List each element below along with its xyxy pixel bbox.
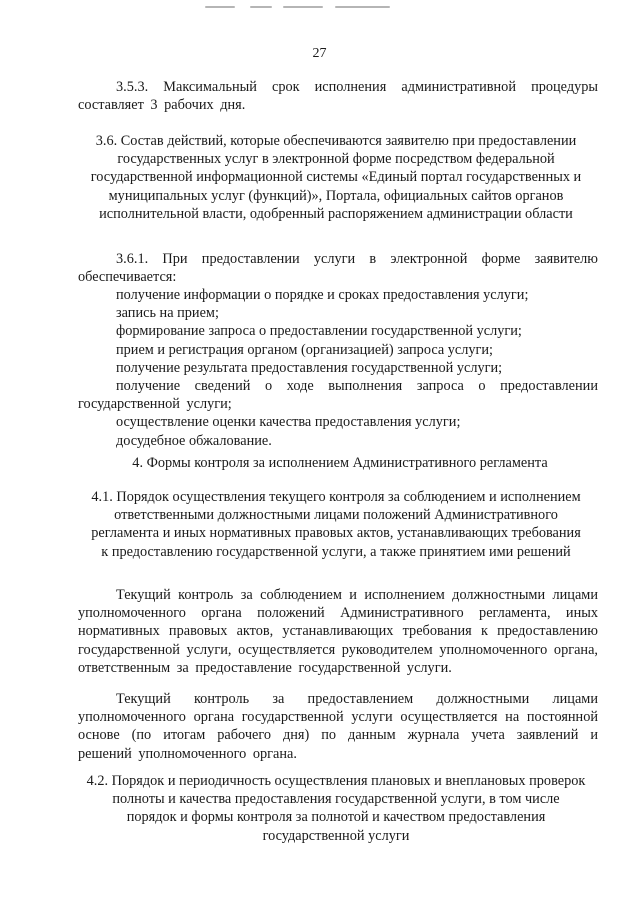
heading-4-1: 4.1. Порядок осуществления текущего контроля за соблюдением и исполнением ответственными должностными лицами положений Административного регламента и иных нормативных правовых актов, устанавливающих требования к предоставлению государственной услуги, а также принятием ими решений — [91, 489, 581, 560]
paragraph-current-control-daily: Текущий контроль за предоставлением должностными лицами уполномоченного органа государственной услуги осуществляется на постоянной основе (по итогам рабочего дня) по данным журнала учета заявлений и решений уполномоченного органа. — [78, 691, 598, 762]
page-number: 27 — [312, 46, 327, 61]
list-item: получение информации о порядке и сроках предоставления услуги; — [116, 287, 529, 303]
heading-3-6: 3.6. Состав действий, которые обеспечиваются заявителю при предоставлении государственных услуг в электронной форме посредством федеральной государственной информационной системы «Единый портал государственных и муниципальных услуг (функций)», Портала, официальных сайтов органов исполнительной власти, одобренный распоряжением администрации области — [90, 133, 582, 222]
paragraph-3-5-3: 3.5.3. Максимальный срок исполнения административной процедуры составляет 3 рабочих дня. — [78, 79, 598, 114]
heading-section-4: 4. Формы контроля за исполнением Административного регламента — [132, 455, 548, 471]
list-item: формирование запроса о предоставлении государственной услуги; — [116, 323, 522, 340]
list-item: запись на прием; — [116, 305, 219, 322]
paragraph-current-control: Текущий контроль за соблюдением и исполнением должностными лицами уполномоченного органа положений Административного регламента, иных нормативных правовых актов, устанавливающих требования к предоставлению государственной услуги, осуществляется руководителем уполномоченного органа, ответственным за предоставление государственной услуги. — [78, 587, 598, 676]
paragraph-3-6-1: 3.6.1. При предоставлении услуги в электронной форме заявителю обеспечивается: — [78, 251, 598, 286]
list-item: получение сведений о ходе выполнения запроса о предоставлении государственной услуги; — [78, 378, 598, 413]
heading-4-2: 4.2. Порядок и периодичность осуществления плановых и внеплановых проверок полноты и качества предоставления государственной услуги, в том числе порядок и формы контроля за полнотой и качеством предоставления государственной услуги — [86, 773, 586, 844]
list-item: досудебное обжалование. — [116, 432, 272, 449]
scan-artifact-marks — [205, 4, 390, 10]
list-item: прием и регистрация органом (организацией) запроса услуги; — [116, 341, 494, 358]
list-item: осуществление оценки качества предоставления услуги; — [116, 414, 461, 431]
list-item: получение результата предоставления государственной услуги; — [116, 359, 503, 376]
service-actions-list — [78, 286, 598, 450]
